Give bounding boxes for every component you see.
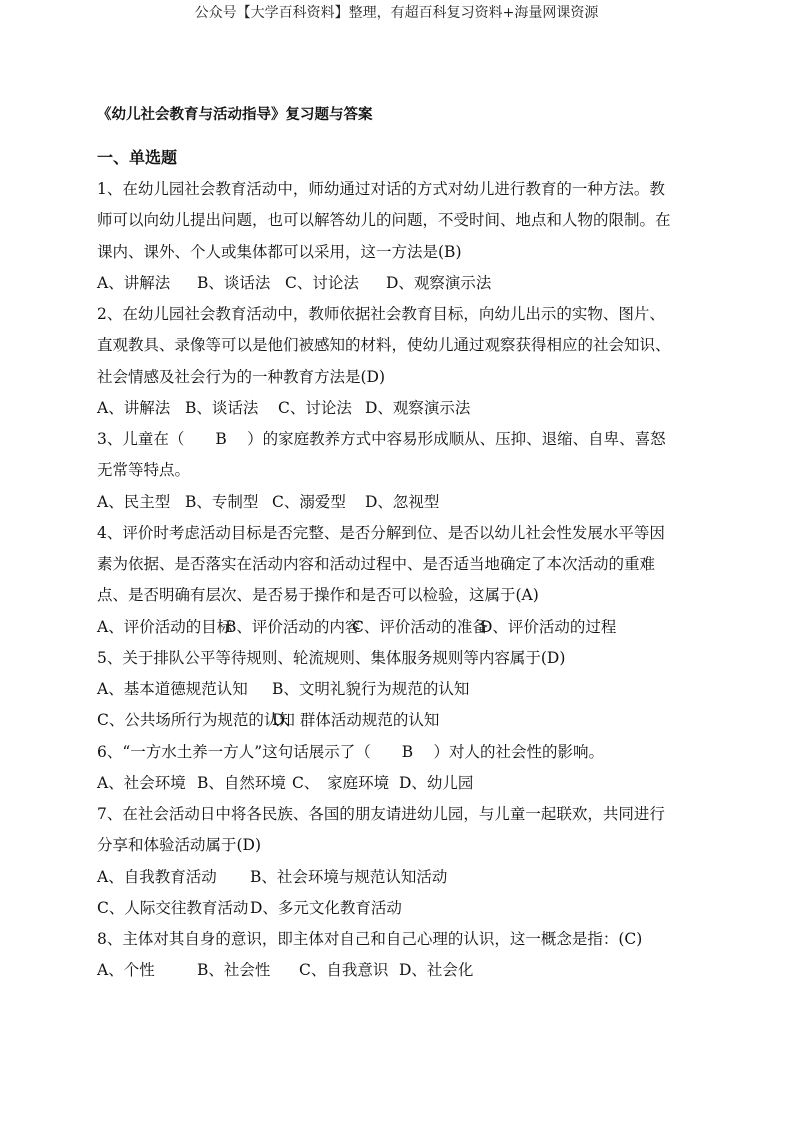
question-8-text-line: 8、主体对其自身的意识，即主体对自己和自己心理的认识，这一概念是指：(C)	[97, 930, 643, 948]
option-d: D、评价活动的过程	[480, 618, 617, 636]
option-d: D、多元文化教育活动	[250, 899, 402, 917]
option-b: B、自然环境	[197, 774, 286, 792]
option-c: C、人际交往教育活动	[97, 899, 249, 917]
option-a: A、讲解法	[97, 399, 171, 417]
option-c: C、 家庭环境	[292, 774, 390, 792]
question-7-options-row	[97, 867, 697, 887]
option-b: B、谈话法	[185, 399, 259, 417]
question-3-text-line: 3、儿童在（ B ）的家庭教养方式中容易形成顺从、压抑、退缩、自卑、喜怒	[97, 430, 666, 448]
option-a: A、讲解法	[97, 274, 171, 292]
option-c: C、评价活动的准备	[352, 618, 488, 636]
question-1-text-line: 师可以向幼儿提出问题，也可以解答幼儿的问题，不受时间、地点和人物的限制。在	[97, 211, 671, 229]
option-a: A、民主型	[97, 493, 171, 511]
question-4-text-line: 4、评价时考虑活动目标是否完整、是否分解到位、是否以幼儿社会性发展水平等因	[97, 524, 665, 542]
option-d: D、忽视型	[365, 493, 440, 511]
option-b: B、社会性	[197, 961, 271, 979]
option-a: A、自我教育活动	[97, 868, 217, 886]
question-1-text-line: 1、在幼儿园社会教育活动中，师幼通过对话的方式对幼儿进行教育的一种方法。教	[97, 180, 665, 198]
question-4-text-line: 点、是否明确有层次、是否易于操作和是否可以检验，这属于(A)	[97, 586, 539, 604]
question-2-text-line: 直观教具、录像等可以是他们被感知的材料，使幼儿通过观察获得相应的社会知识、	[97, 336, 671, 354]
question-7-text-line: 7、在社会活动日中将各民族、各国的朋友请进幼儿园，与儿童一起联欢，共同进行	[97, 805, 665, 823]
option-d: D、观察演示法	[365, 399, 471, 417]
option-b: B、专制型	[185, 493, 259, 511]
page-header-watermark: 公众号【大学百科资料】整理，有超百科复习资料+海量网课资源	[194, 5, 599, 21]
question-2-options-row	[97, 398, 697, 418]
option-a: A、个性	[97, 961, 155, 979]
option-b: B、评价活动的内容	[225, 618, 361, 636]
option-b: B、谈话法	[197, 274, 271, 292]
section-heading: 一、单选题	[97, 148, 178, 167]
option-a: A、社会环境	[97, 774, 186, 792]
option-c: C、溺爱型	[272, 493, 346, 511]
question-6-options-row	[97, 773, 697, 793]
option-c: C、讨论法	[278, 399, 352, 417]
option-d: D、群体活动规范的认知	[272, 711, 440, 729]
option-a: A、评价活动的目标	[97, 618, 233, 636]
question-7-text-line: 分享和体验活动属于(D)	[97, 836, 262, 854]
question-6-text-line: 6、“一方水土养一方人”这句话展示了（ B ）对人的社会性的影响。	[97, 743, 605, 761]
option-d: D、社会化	[399, 961, 474, 979]
question-2-text-line: 社会情感及社会行为的一种教育方法是(D)	[97, 368, 386, 386]
option-b: B、社会环境与规范认知活动	[250, 868, 448, 886]
option-c: C、自我意识	[299, 961, 389, 979]
option-a: A、基本道德规范认知	[97, 680, 248, 698]
question-2-text-line: 2、在幼儿园社会教育活动中，教师依据社会教育目标，向幼儿出示的实物、图片、	[97, 305, 665, 323]
option-c: C、公共场所行为规范的认知	[97, 711, 295, 729]
option-b: B、文明礼貌行为规范的认知	[272, 680, 470, 698]
question-4-options-row	[97, 617, 697, 637]
question-4-text-line: 素为依据、是否落实在活动内容和活动过程中、是否适当地确定了本次活动的重难	[97, 555, 656, 573]
question-1-text-line: 课内、课外、个人或集体都可以采用，这一方法是(B)	[97, 243, 462, 261]
question-5-options-row	[97, 710, 697, 730]
option-d: D、观察演示法	[386, 274, 492, 292]
question-5-text-line: 5、关于排队公平等待规则、轮流规则、集体服务规则等内容属于(D)	[97, 649, 566, 667]
question-1-options-row	[97, 273, 697, 293]
question-3-options-row	[97, 492, 697, 512]
question-5-options-row	[97, 679, 697, 699]
option-d: D、幼儿园	[399, 774, 474, 792]
document-title: 《幼儿社会教育与活动指导》复习题与答案	[97, 106, 373, 123]
question-7-options-row	[97, 898, 697, 918]
question-3-text-line: 无常等特点。	[97, 461, 191, 479]
option-c: C、讨论法	[285, 274, 359, 292]
question-8-options-row	[97, 960, 697, 980]
